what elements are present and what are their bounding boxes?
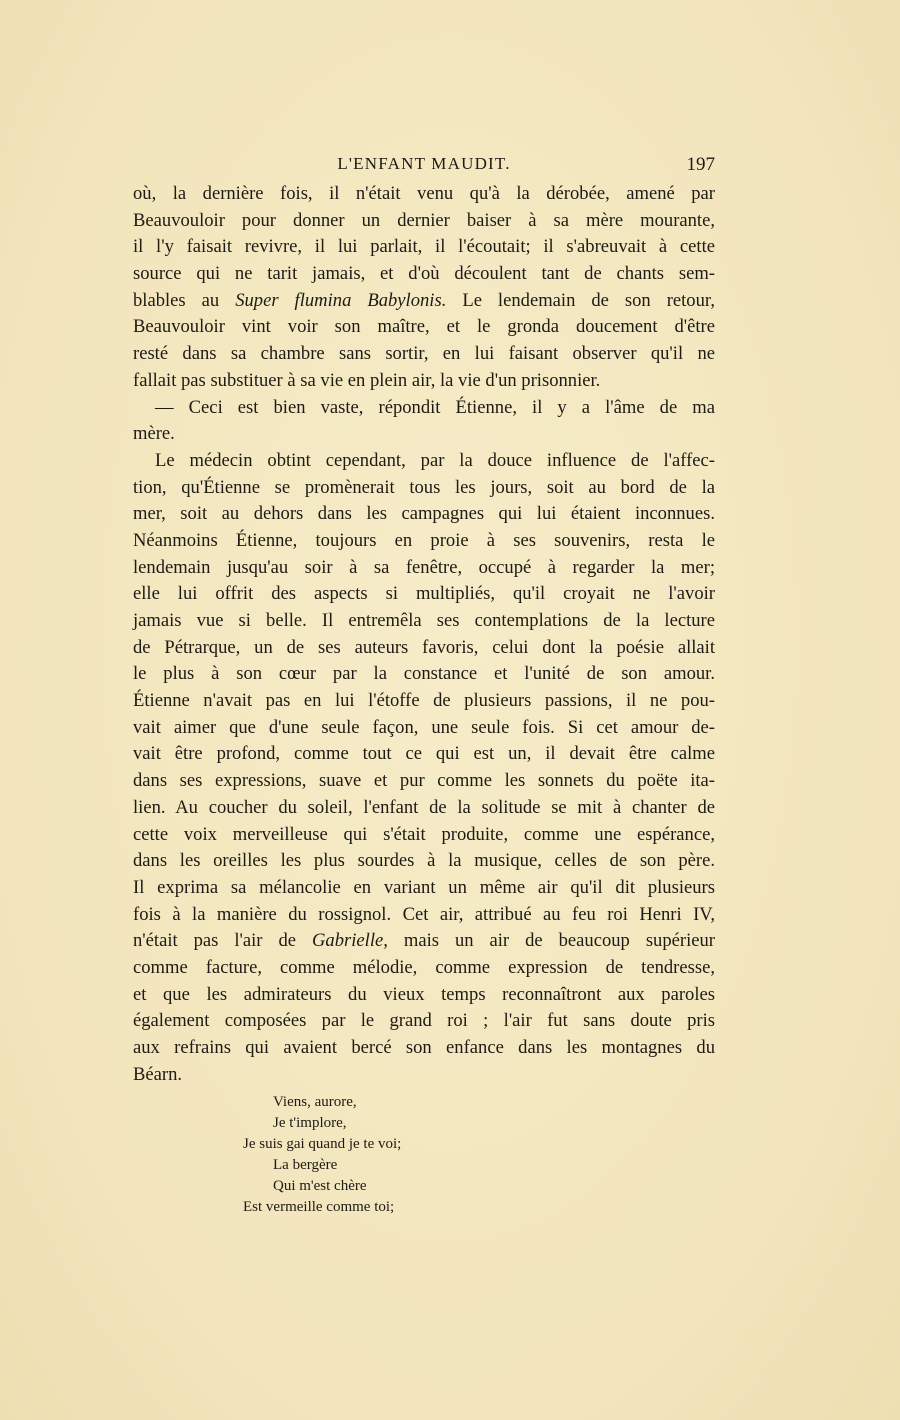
text-segment: Béarn. (133, 1063, 183, 1085)
text-line (133, 528, 715, 555)
text-line (133, 555, 715, 582)
text-line (133, 341, 715, 368)
text-line (133, 261, 715, 288)
text-line (133, 475, 715, 502)
text-segment: aux refrains qui avaient bercé son enfance dans les montagnes du (133, 1037, 715, 1058)
text-line (133, 848, 715, 875)
text-segment: Beauvouloir pour donner un dernier baiser à sa mère mourante, (133, 209, 715, 231)
text-line (133, 208, 715, 235)
text-line (133, 288, 715, 315)
text-segment: comme facture, comme mélodie, comme expression de tendresse, (133, 956, 715, 978)
text-segment: source qui ne tarit jamais, et d'où découlent tant de chants sem- (133, 263, 715, 285)
text-line (133, 795, 715, 822)
text-segment: lendemain jusqu'au soir à sa fenêtre, occupé à regarder la mer; (133, 556, 715, 578)
text-segment: de Pétrarque, un de ses auteurs favoris, celui dont la poésie allait (133, 636, 715, 658)
text-segment: vait aimer que d'une seule façon, une seule fois. Si cet amour de- (133, 716, 715, 738)
text-segment: — Ceci est bien vaste, répondit Étienne, il y a l'âme de ma (155, 396, 715, 418)
text-line (133, 1008, 715, 1035)
text-line (133, 368, 715, 395)
verse-line: Viens, aurore, (273, 1094, 357, 1110)
verse-line: Qui m'est chère (273, 1178, 367, 1194)
verse-stanza (0, 1092, 900, 1218)
text-line (133, 395, 715, 422)
text-segment: le plus à son cœur par la constance et l'unité de son amour. (133, 663, 715, 685)
page-number: 197 (686, 154, 715, 175)
text-segment: elle lui offrit des aspects si multipliés, qu'il croyait ne l'avoir (133, 583, 715, 605)
text-segment: mère. (133, 423, 175, 445)
text-line (133, 875, 715, 902)
italic-title: Super flumina Babylonis. (235, 289, 447, 311)
text-segment: Il exprima sa mélancolie en variant un même air qu'il dit plusieurs (133, 876, 715, 898)
text-line (133, 902, 715, 929)
text-segment: jamais vue si belle. Il entremêla ses contemplations de la lecture (133, 610, 715, 631)
text-segment: mais un air de beaucoup supérieur (387, 930, 715, 952)
text-line (133, 661, 715, 688)
text-line (133, 982, 715, 1009)
text-segment: dans les oreilles les plus sourdes à la musique, celles de son père. (133, 850, 715, 872)
italic-title: Gabrielle, (311, 930, 388, 952)
verse-line: Je t'implore, (273, 1115, 347, 1131)
text-line (133, 1035, 715, 1062)
text-segment: dans ses expressions, suave et pur comme les sonnets du poëte ita- (133, 770, 715, 792)
verse-line: Est vermeille comme toi; (243, 1199, 395, 1215)
text-line (133, 635, 715, 662)
text-line (133, 928, 715, 955)
text-line (133, 768, 715, 795)
text-segment: Le médecin obtint cependant, par la douce influence de l'affec- (155, 449, 715, 471)
text-line (133, 608, 715, 635)
text-segment: blables au (133, 289, 236, 311)
text-line (133, 181, 715, 208)
verse-line: La bergère (273, 1157, 338, 1173)
text-segment: Beauvouloir vint voir son maître, et le gronda doucement d'être (133, 316, 715, 338)
text-segment: vait être profond, comme tout ce qui est un, il devait être calme (133, 743, 715, 765)
page-header (133, 154, 715, 180)
text-line (133, 448, 715, 475)
text-line (133, 715, 715, 742)
text-segment: également composées par le grand roi ; l'air fut sans doute pris (133, 1010, 715, 1032)
text-segment: il l'y faisait revivre, il lui parlait, il l'écoutait; il s'abreuvait à cette (133, 236, 715, 258)
text-segment: Le lendemain de son retour, (446, 289, 715, 311)
text-line (133, 501, 715, 528)
text-segment: où, la dernière fois, il n'était venu qu'à la dérobée, amené par (133, 183, 715, 204)
text-line (133, 314, 715, 341)
text-segment: Néanmoins Étienne, toujours en proie à ses souvenirs, resta le (133, 529, 715, 551)
text-line (133, 822, 715, 849)
text-segment: Étienne n'avait pas en lui l'étoffe de plusieurs passions, il ne pou- (133, 690, 715, 712)
text-segment: tion, qu'Étienne se promènerait tous les jours, soit au bord de la (133, 476, 715, 498)
verse-line: Je suis gai quand je te voi; (243, 1136, 402, 1152)
text-segment: lien. Au coucher du soleil, l'enfant de la solitude se mit à chanter de (133, 796, 715, 818)
body-text (133, 181, 715, 1088)
text-segment: fois à la manière du rossignol. Cet air, attribué au feu roi Henri IV, (133, 903, 715, 925)
running-title: L'ENFANT MAUDIT. (337, 154, 511, 173)
text-line (133, 955, 715, 982)
text-segment: cette voix merveilleuse qui s'était produite, comme une espérance, (133, 823, 715, 845)
text-segment: et que les admirateurs du vieux temps reconnaîtront aux paroles (133, 983, 715, 1005)
text-segment: resté dans sa chambre sans sortir, en lui faisant observer qu'il ne (133, 343, 715, 365)
text-line (133, 421, 715, 448)
text-line (133, 234, 715, 261)
text-segment: mer, soit au dehors dans les campagnes qui lui étaient inconnues. (133, 503, 715, 525)
text-line (133, 741, 715, 768)
text-line (133, 581, 715, 608)
text-line (133, 688, 715, 715)
text-segment: fallait pas substituer à sa vie en plein air, la vie d'un prisonnier. (133, 369, 601, 391)
text-segment: n'était pas l'air de (133, 930, 312, 952)
text-line (133, 1062, 715, 1089)
